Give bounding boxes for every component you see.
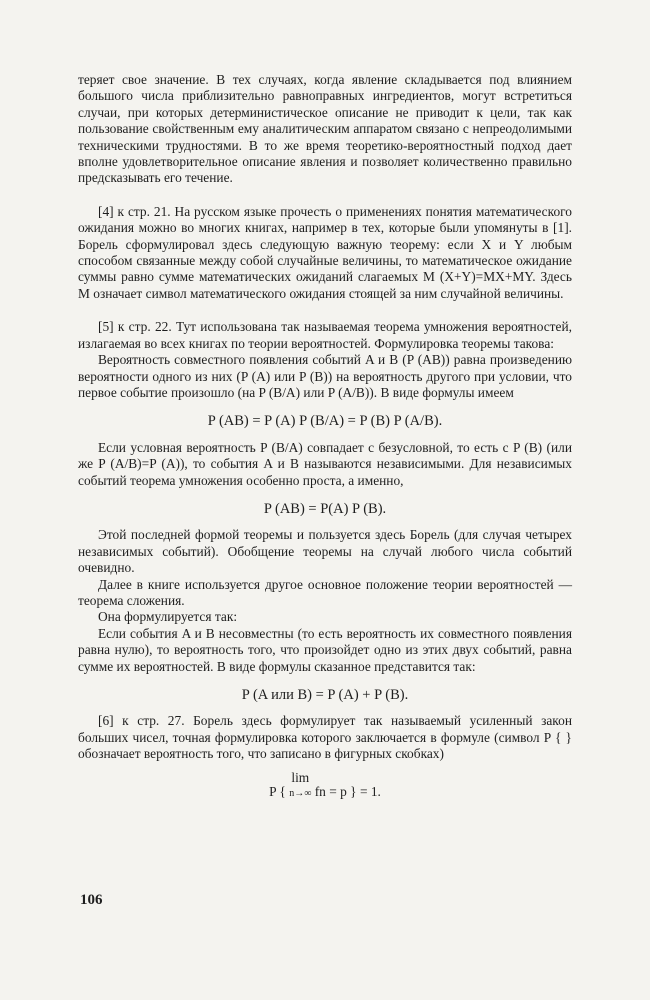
- addition-formula: P (A или B) = P (A) + P (B).: [241, 687, 409, 703]
- paragraph: Она формулируется так:: [98, 609, 238, 625]
- paragraph: Этой последней формой теоремы и пользуется здесь Борель (для случая четырех независимых событий). Обобщение теоремы на случай любого числа событий очевидно.: [78, 527, 572, 576]
- limit-operator: lim: [291, 769, 310, 785]
- note-6-paragraph: [6] к стр. 27. Борель здесь формулирует так называемый усиленный закон больших чисел, точная формулировка которого заключается в формуле (символ P { } обозначает вероятность того, что записано в фигурных скобках): [78, 713, 572, 762]
- strong-law-formula: [78, 771, 572, 801]
- limit-subscript: n→∞: [289, 787, 312, 799]
- formula-body: fn = p: [314, 783, 347, 799]
- theorem-statement: Вероятность совместного появления событий A и B (P (AB)) равна произведению вероятности одного из них (P (A) или P (B)) на вероятность другого при условии, что первое событие произошло (на P (B/A) или P (A/B)). В виде формулы имеем: [78, 352, 572, 400]
- formula-prefix: P {: [269, 783, 286, 799]
- paragraph: Если условная вероятность P (B/A) совпадает с безусловной, то есть с P (B) (или же P (A/B)=P (A)), то события A и B называются независимыми. Для независимых событий теорема умножения особенно проста, а именно,: [78, 439, 572, 488]
- addition-theorem: Если события A и B несовместны (то есть вероятность их совместного появления равна нулю), то вероятность того, что произойдет одно из этих двух событий, равна сумме их вероятностей. В виде формулы сказанное представится так:: [78, 625, 572, 674]
- page-text: [78, 72, 572, 801]
- note-4-paragraph: [4] к стр. 21. На русском языке прочесть о применениях понятия математического ожидания можно во многих книгах, например в тех, которые были упомянуты в [1]. Борель сформулировал здесь следующую важную теорему: если X и Y любым способом связанные между собой случайные величины, то математическое ожидание суммы равно сумме математических ожиданий слагаемых M (X+Y)=MX+MY. Здесь M означает символ математического ожидания стоящей за ним случайной величины.: [78, 203, 572, 301]
- paragraph: теряет свое значение. В тех случаях, когда явление складывается под влиянием большого числа приблизительно равноправных ингредиентов, могут встретиться случаи, при которых детерминистическое описание не приводит к цели, так как пользование свойственным ему аналитическим аппаратом связано с непреодолимыми техническими трудностями. В то же время теоретико-вероятностный подход дает вполне удовлетворительное описание явления и позволяет количественно правильно предсказывать его течение.: [78, 72, 572, 186]
- page-number: 106: [80, 892, 103, 908]
- note-5-paragraph: [5] к стр. 22. Тут использована так называемая теорема умножения вероятностей, излагаемая во всех книгах по теории вероятностей. Формулировка теоремы такова:: [78, 319, 572, 351]
- paragraph: Далее в книге используется другое основное положение теории вероятностей — теорема сложения.: [78, 576, 572, 608]
- independence-formula: P (AB) = P(A) P (B).: [263, 500, 387, 517]
- multiplication-formula: P (AB) = P (A) P (B/A) = P (B) P (A/B).: [207, 413, 443, 430]
- formula-suffix: } = 1.: [350, 783, 381, 799]
